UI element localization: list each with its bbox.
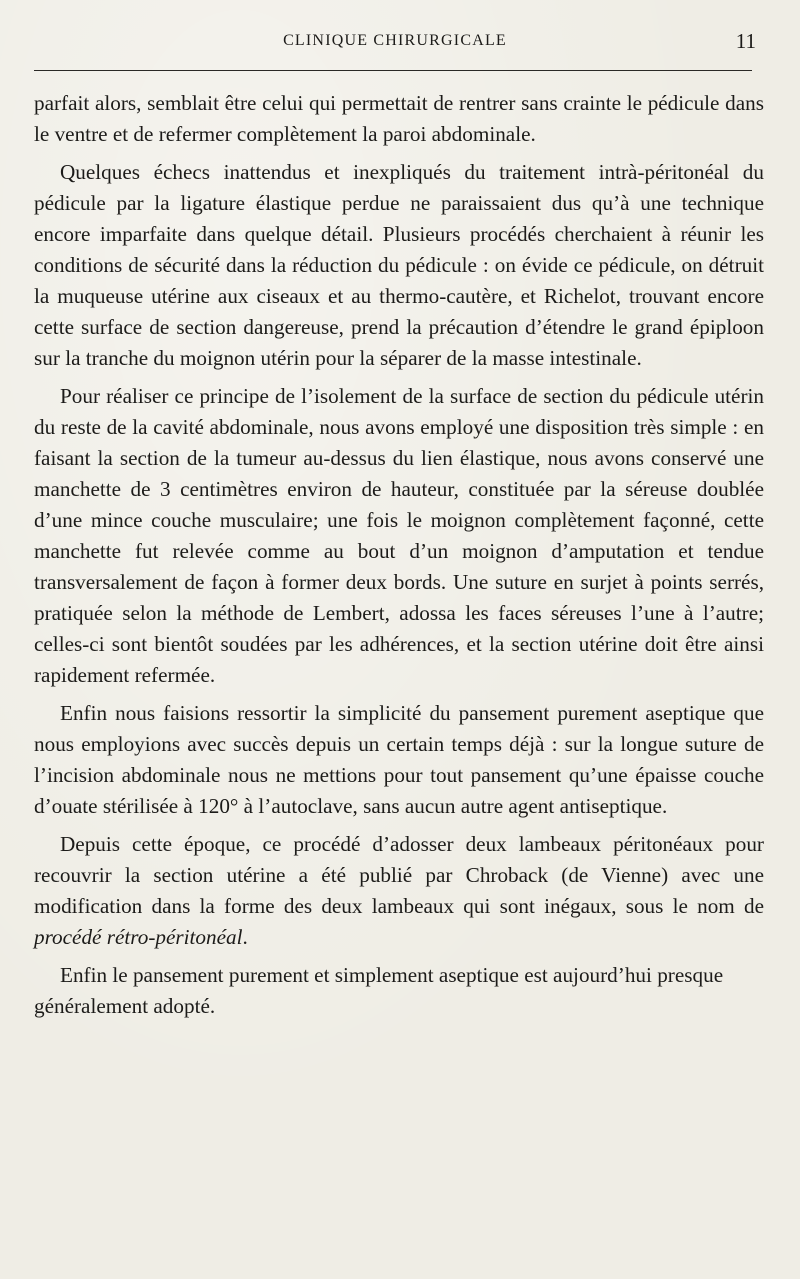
paragraph-5 — [34, 829, 764, 953]
paragraph-4: Enfin nous faisions ressortir la simplicité du pansement purement aseptique que nous employions avec succès depuis un certain temps déjà : sur la longue suture de l’incision abdominale nous ne mettions pour tout pansement qu’une épaisse couche d’ouate stérilisée à 120° à l’autoclave, sans aucun autre agent antiseptique. — [34, 701, 764, 818]
running-head — [34, 28, 756, 58]
paragraph-5-text: Depuis cette époque, ce procédé d’adosser deux lambeaux péritonéaux pour recouvrir la section utérine a été publié par Chroback (de Vienne) avec une modification dans la forme des deux lambeaux qui sont inégaux, sous le nom de — [34, 832, 764, 918]
paragraph-3: Pour réaliser ce principe de l’isolement de la surface de section du pédicule utérin du reste de la cavité abdominale, nous avons employé une disposition très simple : en faisant la section de la tumeur au-dessus du lien élastique, nous avons conservé une manchette de 3 centimètres environ de hauteur, constituée par la séreuse doublée d’une mince couche musculaire; une fois le moignon complètement façonné, cette manchette fut relevée comme au bout d’un moignon d’amputation et tendue transversalement de façon à former deux bords. Une suture en surjet à points serrés, pratiquée selon la méthode de Lembert, adossa les faces séreuses l’une à l’autre; celles-ci sont bientôt soudées par les adhérences, et la section utérine doit être ainsi rapidement refermée. — [34, 384, 764, 687]
paragraph-2: Quelques échecs inattendus et inexpliqués du traitement intrà-péritonéal du pédicule par la ligature élastique perdue ne paraissaient dus qu’à une technique encore imparfaite dans quelque détail. Plusieurs procédés cherchaient à réunir les conditions de sécurité dans la réduction du pédicule : on évide ce pédicule, on détruit la muqueuse utérine aux ciseaux et au thermo-cautère, et Richelot, trouvant encore cette surface de section dangereuse, prend la précaution d’étendre le grand épiploon sur la tranche du moignon utérin pour la séparer de la masse intestinale. — [34, 160, 764, 370]
header-rule — [34, 70, 752, 71]
page-number: 11 — [735, 29, 756, 53]
body-text — [34, 88, 764, 1029]
paragraph-1: parfait alors, semblait être celui qui permettait de rentrer sans crainte le pédicule dans le ventre et de refermer complètement la paroi abdominale. — [34, 91, 764, 146]
paragraph-5-end: . — [242, 925, 248, 949]
italic-term: procédé rétro-péritonéal — [34, 925, 243, 949]
paragraph-6: Enfin le pansement purement et simplement aseptique est aujourd’hui presque généralement adopté. — [34, 963, 724, 1018]
running-head-title: CLINIQUE CHIRURGICALE — [283, 32, 507, 49]
